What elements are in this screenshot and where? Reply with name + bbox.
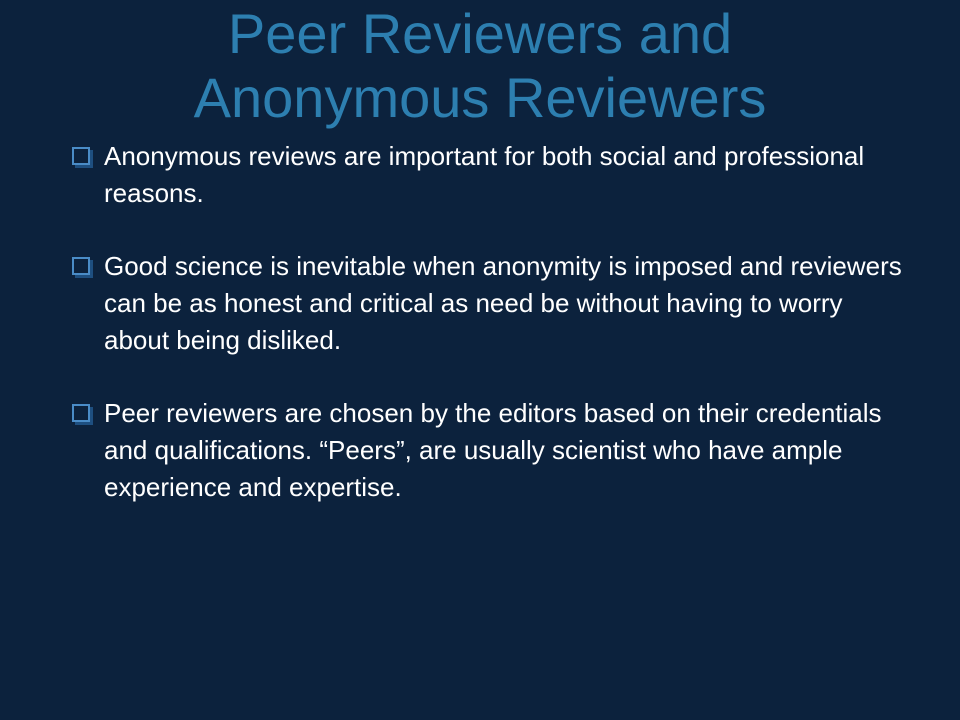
checkbox-square-icon [72,147,90,165]
slide-title-line-2: Anonymous Reviewers [193,66,767,129]
bullet-item [72,138,902,212]
checkbox-square-icon [72,257,90,275]
checkbox-square-icon [72,404,90,422]
slide-title [0,2,960,130]
bullet-list [72,138,902,542]
slide-title-line-1: Peer Reviewers and [227,2,733,65]
bullet-text: Peer reviewers are chosen by the editors based on their credentials and qualifications. “Peers”, are usually scientist who have ample experience and expertise. [104,398,882,502]
bullet-text: Anonymous reviews are important for both social and professional reasons. [104,141,865,208]
bullet-text: Good science is inevitable when anonymity is imposed and reviewers can be as honest and critical as need be without having to worry about being disliked. [104,251,902,355]
bullet-item [72,395,902,506]
bullet-item [72,248,902,359]
